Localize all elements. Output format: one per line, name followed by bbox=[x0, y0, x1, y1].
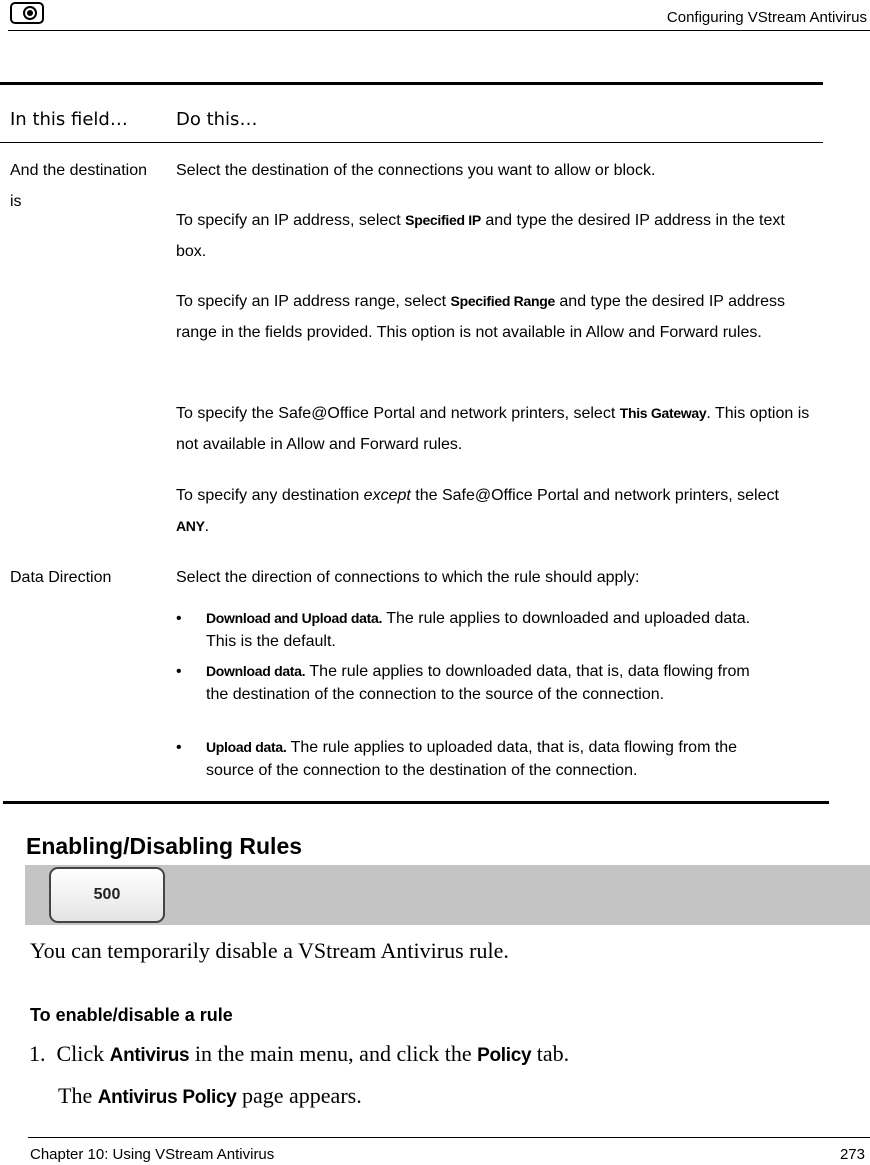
ui-term: Antivirus bbox=[109, 1045, 190, 1066]
ui-term: Policy bbox=[477, 1045, 532, 1066]
ui-term: Upload data. bbox=[206, 739, 287, 755]
table-top-border bbox=[0, 82, 823, 85]
ui-term: Specified IP bbox=[405, 212, 481, 228]
ui-term: Antivirus Policy bbox=[97, 1087, 237, 1108]
ui-term: Download and Upload data. bbox=[206, 610, 383, 626]
this-gateway-instruction: To specify the Safe@Office Portal and network printers, select This Gateway. This option is not available in Allow and Forward rules. bbox=[176, 405, 810, 453]
table-bottom-border bbox=[3, 801, 829, 804]
table-header-divider bbox=[0, 142, 823, 143]
any-instruction: To specify any destination except the Safe@Office Portal and network printers, select ANY. bbox=[176, 487, 779, 535]
column-header-action: Do this… bbox=[176, 109, 258, 130]
ui-term: ANY bbox=[176, 518, 205, 534]
running-header: Configuring VStream Antivirus bbox=[666, 9, 867, 26]
step-1: 1. Click Antivirus in the main menu, and click the Policy tab. bbox=[29, 1041, 570, 1066]
data-direction-intro: Select the direction of connections to which the rule should apply: bbox=[176, 569, 640, 586]
ui-term: This Gateway bbox=[619, 405, 707, 421]
column-header-field: In this field… bbox=[10, 109, 128, 130]
footer-divider bbox=[28, 1137, 870, 1138]
footer-chapter: Chapter 10: Using VStream Antivirus bbox=[30, 1146, 275, 1163]
section-heading: Enabling/Disabling Rules bbox=[26, 833, 303, 859]
destination-description: Select the destination of the connections you want to allow or block. bbox=[176, 162, 656, 179]
specified-ip-instruction: To specify an IP address, select Specified IP and type the desired IP address in the text box. bbox=[176, 212, 785, 260]
procedure-title: To enable/disable a rule bbox=[30, 1005, 233, 1025]
step-1-result: The Antivirus Policy page appears. bbox=[58, 1083, 362, 1108]
row-field-data-direction: Data Direction bbox=[10, 569, 112, 586]
bullet-icon: • bbox=[176, 663, 182, 680]
section-intro: You can temporarily disable a VStream Antivirus rule. bbox=[30, 938, 509, 963]
specified-range-instruction: To specify an IP address range, select Specified Range and type the desired IP address range in the fields provided. This option is not available in Allow and Forward rules. bbox=[176, 293, 786, 341]
ui-term: Download data. bbox=[206, 663, 306, 679]
row-field-destination: And the destination is bbox=[10, 162, 147, 210]
ui-term: Specified Range bbox=[450, 293, 555, 309]
logo-icon bbox=[10, 2, 44, 24]
page-number: 273 bbox=[839, 1146, 865, 1163]
header-divider bbox=[8, 30, 870, 31]
bullet-icon: • bbox=[176, 739, 182, 756]
bullet-icon: • bbox=[176, 610, 182, 627]
model-badge: 500 bbox=[49, 867, 165, 923]
